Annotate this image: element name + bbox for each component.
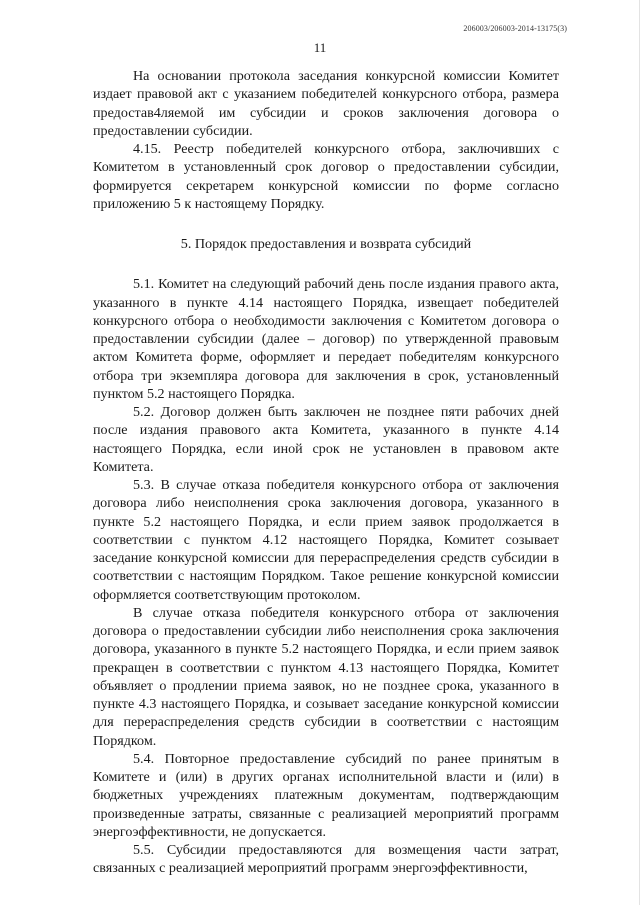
- paragraph-5-1: 5.1. Комитет на следующий рабочий день после издания правого акта, указанного в пункте 4.14 настоящего Порядка, извещает победителей конкурсного отбора о необходимости заключения с Комитетом договора о предоставлении субсидии (далее – договор) по утвержденной правовым актом Комитета форме, оформляет и передает победителям конкурсного отбора три экземпляра договора для заключения в срок, установленный пунктом 5.2 настоящего Порядка.: [93, 276, 559, 402]
- paragraph-5-3: 5.3. В случае отказа победителя конкурсного отбора от заключения договора либо неисполнения срока заключения договора, указанного в пункте 5.2 настоящего Порядка, и если прием заявок продолжается в соответствии с пунктом 4.12 настоящего Порядка, Комитет созывает заседание конкурсной комиссии для перераспределения средств субсидии в соответствии с настоящим Порядком. Такое решение конкурсной комиссии оформляется соответствующим протоколом.: [93, 477, 559, 603]
- paragraph-5-4: 5.4. Повторное предоставление субсидий по ранее принятым в Комитете и (или) в других органах исполнительной власти и (или) в бюджетных учреждениях платежным документам, подтверждающим произведенные затраты, связанные с реализацией мероприятий программ энергоэффективности, не допускается.: [93, 750, 559, 840]
- paragraph-5-3-cont: В случае отказа победителя конкурсного отбора от заключения договора о предоставлении субсидии либо неисполнения срока заключения договора, указанного в пункте 5.2 настоящего Порядка, и если прием заявок прекращен в соответствии с пунктом 4.13 настоящего Порядка, Комитет объявляет о продлении приема заявок, но не позднее срока, указанного в пункте 4.3 настоящего Порядка, и созывает заседание конкурсной комиссии для перераспределения средств субсидии в соответствии с настоящим Порядком.: [93, 604, 559, 749]
- paragraph-5-2: 5.2. Договор должен быть заключен не позднее пяти рабочих дней после издания правового акта Комитета, указанного в пункте 4.14 настоящего Порядка, если иной срок не установлен в правовом акте Комитета.: [93, 404, 559, 475]
- paragraph-5-5: 5.5. Субсидии предоставляются для возмещения части затрат, связанных с реализацией мероприятий программ энергоэффективности,: [93, 842, 559, 877]
- page-number: 11: [313, 40, 327, 55]
- paragraph-4-15: 4.15. Реестр победителей конкурсного отбора, заключивших с Комитетом в установленный срок договор о предоставлении субсидии, формируется секретарем конкурсной комиссии по форме согласно приложению 5 к настоящему Порядку.: [93, 141, 559, 212]
- document-body: [93, 67, 559, 878]
- section-heading: 5. Порядок предоставления и возврата субсидий: [180, 236, 472, 252]
- paragraph-protocol: На основании протокола заседания конкурсной комиссии Комитет издает правовой акт с указанием победителей конкурсного отбора, размера предостав4ляемой им субсидии и сроков заключения договора о предоставлении субсидии.: [93, 68, 559, 139]
- document-id: 206003/206003-2014-13175(3): [463, 24, 567, 33]
